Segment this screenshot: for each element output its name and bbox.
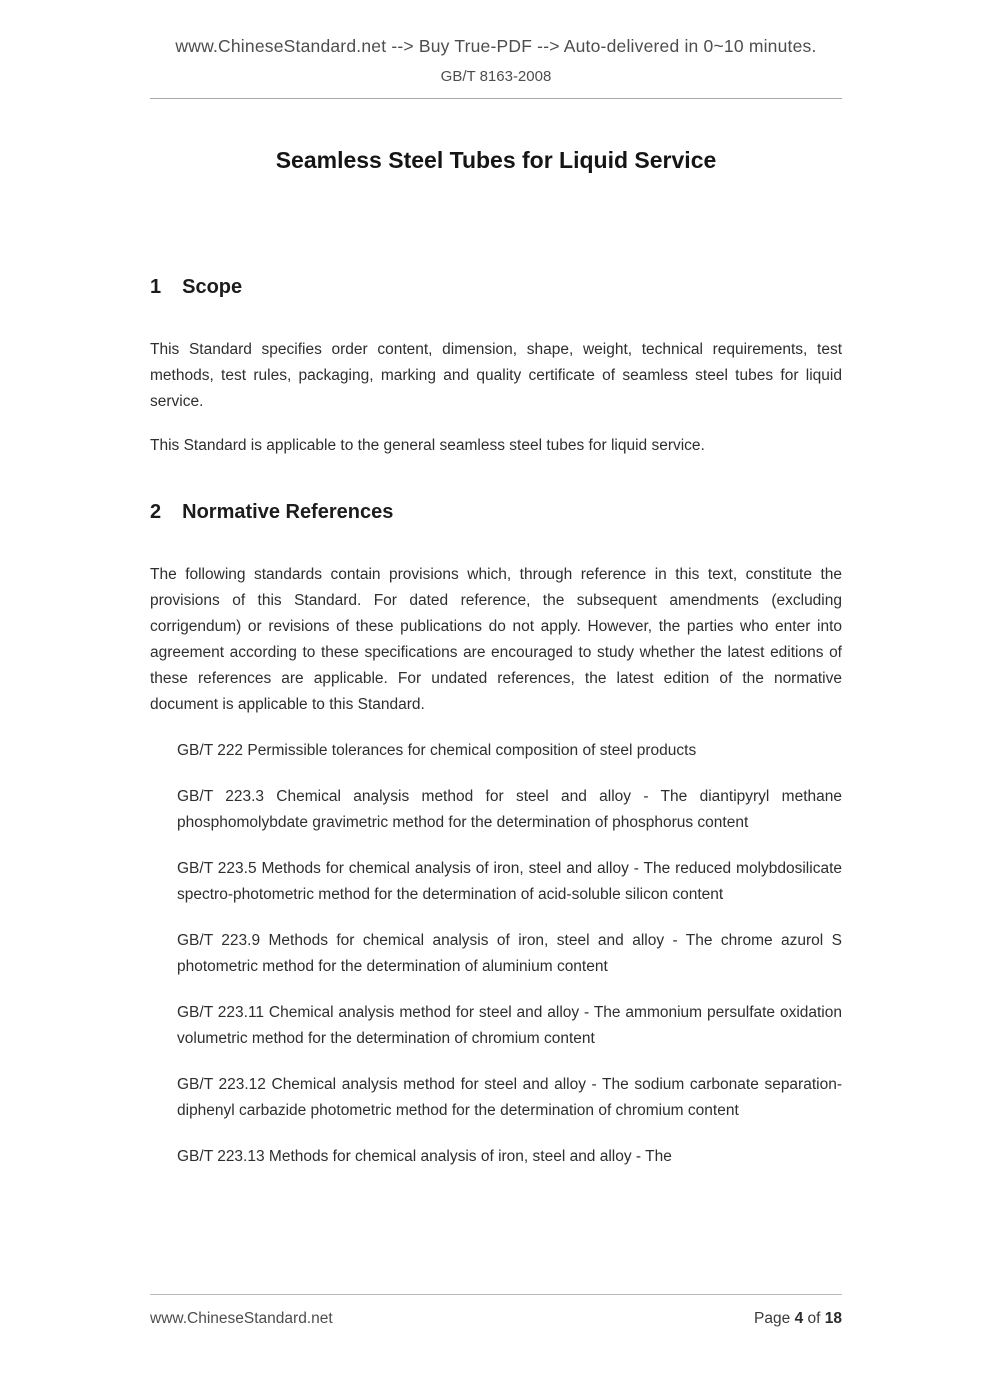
scope-paragraph: This Standard specifies order content, dimension, shape, weight, technical requirements, test methods, test rules, packaging, marking and quality certificate of seamless steel tubes for liquid service. — [150, 341, 842, 410]
header-promo-text: www.ChineseStandard.net --> Buy True-PDF --> Auto-delivered in 0~10 minutes. — [175, 36, 817, 56]
scope-paragraph: This Standard is applicable to the general seamless steel tubes for liquid service. — [150, 437, 705, 454]
reference-item: GB/T 223.3 Chemical analysis method for steel and alloy - The diantipyryl methane phosphomolybdate gravimetric method for the determination of phosphorus content — [177, 788, 842, 831]
page-number: 4 — [794, 1310, 804, 1327]
reference-item: GB/T 223.12 Chemical analysis method for steel and alloy - The sodium carbonate separation-diphenyl carbazide photometric method for the determination of chromium content — [177, 1076, 842, 1119]
header-divider — [150, 98, 842, 99]
section-title: Scope — [182, 276, 243, 298]
page-footer — [150, 1294, 842, 1328]
standard-code: GB/T 8163-2008 — [440, 68, 552, 85]
page-indicator — [754, 1310, 842, 1328]
page-of-label: of — [807, 1310, 821, 1327]
section-scope — [150, 276, 842, 459]
reference-item: GB/T 223.9 Methods for chemical analysis of iron, steel and alloy - The chrome azurol S photometric method for the determination of aluminium content — [177, 932, 842, 975]
section-title: Normative References — [182, 501, 394, 523]
section-scope-heading — [150, 276, 842, 299]
footer-site-text: www.ChineseStandard.net — [150, 1310, 333, 1327]
reference-item: GB/T 222 Permissible tolerances for chemical composition of steel products — [177, 742, 697, 759]
page-header — [150, 36, 842, 99]
section-number: 2 — [150, 501, 162, 523]
reference-item: GB/T 223.13 Methods for chemical analysis of iron, steel and alloy - The — [177, 1148, 672, 1165]
reference-list — [150, 738, 842, 1170]
page-total: 18 — [824, 1310, 842, 1327]
reference-item: GB/T 223.5 Methods for chemical analysis of iron, steel and alloy - The reduced molybdosilicate spectro-photometric method for the determination of acid-soluble silicon content — [177, 860, 842, 903]
page-label: Page — [754, 1310, 791, 1327]
section-number: 1 — [150, 276, 162, 298]
reference-item: GB/T 223.11 Chemical analysis method for steel and alloy - The ammonium persulfate oxidation volumetric method for the determination of chromium content — [177, 1004, 842, 1047]
section-normative-references — [150, 501, 842, 1170]
section-normative-heading — [150, 501, 842, 524]
document-title: Seamless Steel Tubes for Liquid Service — [275, 147, 717, 173]
normative-intro-paragraph: The following standards contain provisions which, through reference in this text, constitute the provisions of this Standard. For dated reference, the subsequent amendments (excluding corrigendum) or revisions of these publications do not apply. However, the parties who enter into agreement according to these specifications are encouraged to study whether the latest editions of these references are applicable. For undated references, the latest edition of the normative document is applicable to this Standard. — [150, 566, 842, 713]
